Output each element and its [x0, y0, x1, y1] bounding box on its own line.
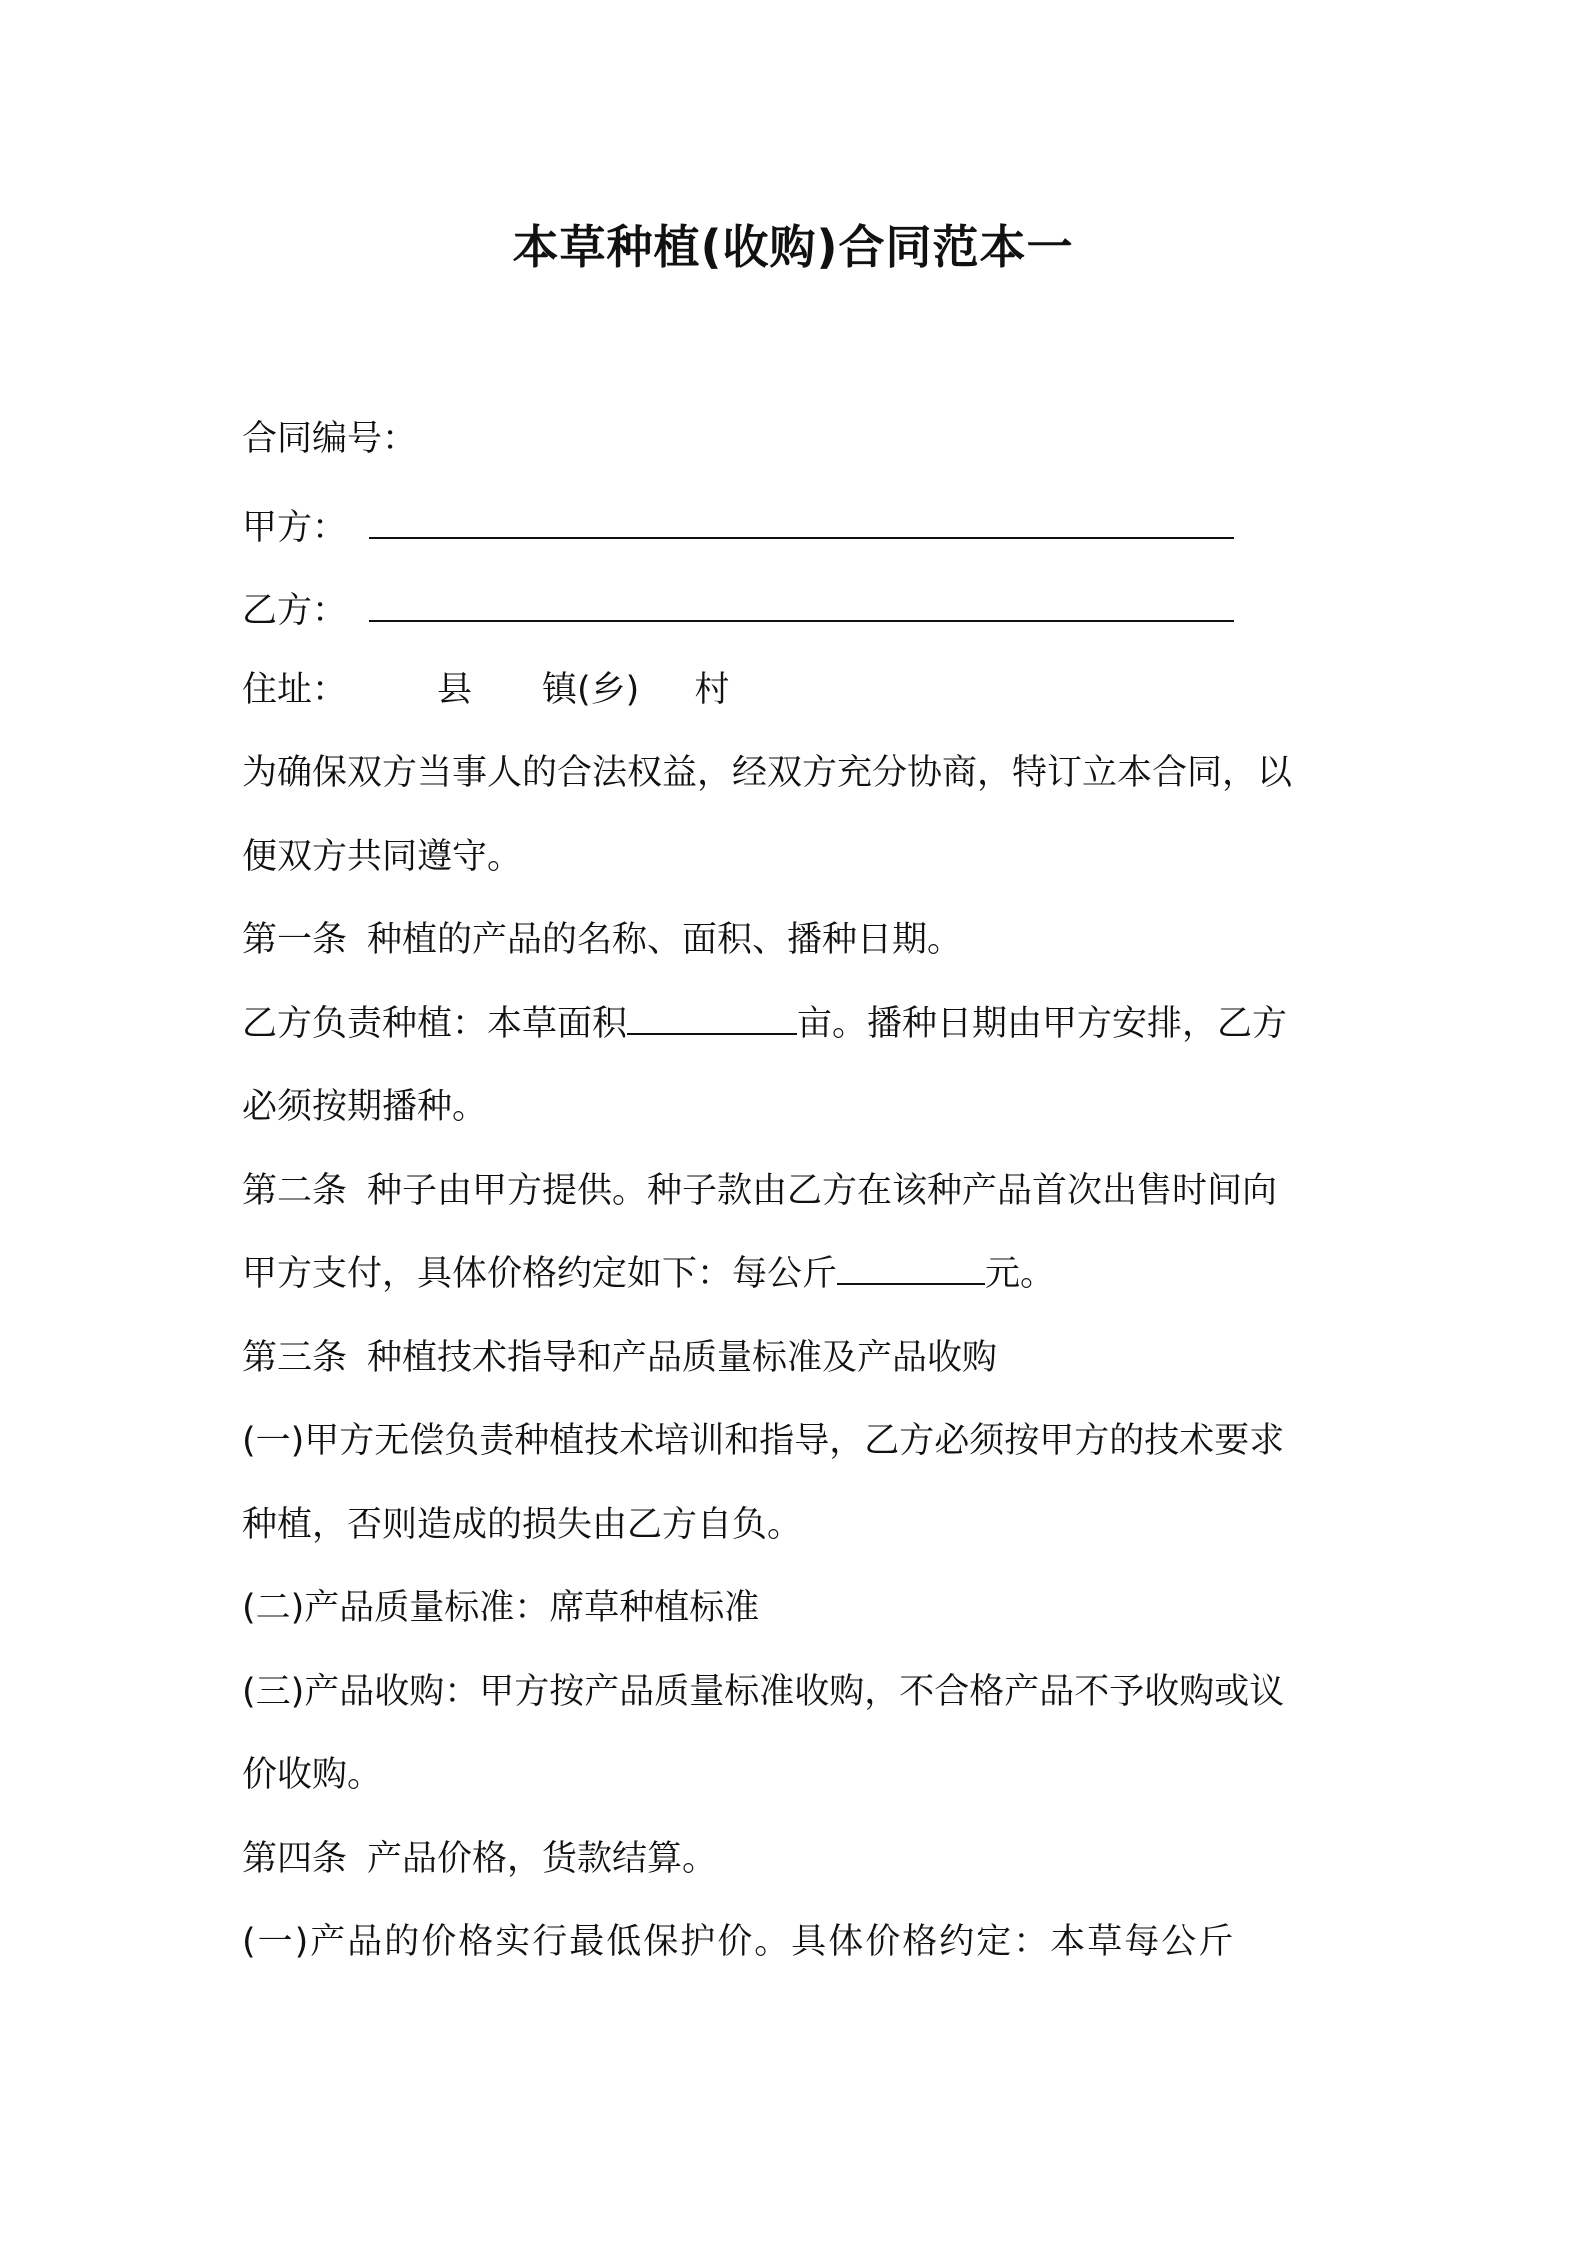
- article-3-item-3-line-2: 价收购。: [242, 1755, 383, 1795]
- article-1-line-1: [242, 996, 1287, 1052]
- article-1-title: 种植的产品的名称、面积、播种日期。: [367, 920, 963, 960]
- article-2-line-2: [242, 1246, 1055, 1302]
- party-b-line: [242, 583, 1234, 639]
- address-label: 住址：: [242, 670, 348, 710]
- article-2-line-1: [242, 1163, 1277, 1219]
- article-3-label: 第三条: [242, 1338, 348, 1378]
- article-3-item-2: (二)产品质量标准：席草种植标准: [242, 1588, 760, 1628]
- article-3-heading: [242, 1330, 997, 1386]
- article-1-line-2: 必须按期播种。: [242, 1087, 488, 1127]
- contract-number-line: [242, 411, 417, 467]
- party-a-label: 甲方：: [242, 508, 348, 548]
- article-3-item-1-line-1: (一)甲方无偿负责种植技术培训和指导，乙方必须按甲方的技术要求: [242, 1421, 1285, 1461]
- article-4-title: 产品价格，货款结算。: [367, 1839, 718, 1879]
- seed-price-blank: [837, 1253, 985, 1285]
- party-a-line: [242, 500, 1234, 556]
- address-line: [242, 662, 729, 718]
- article-3-title: 种植技术指导和产品质量标准及产品收购: [367, 1338, 998, 1378]
- article-1-line-1-prefix: 乙方负责种植：本草面积: [242, 1004, 628, 1044]
- party-b-blank: [369, 590, 1234, 622]
- article-4-label: 第四条: [242, 1839, 348, 1879]
- area-blank: [627, 1003, 797, 1035]
- article-2-line-2-suffix: 元。: [985, 1254, 1056, 1294]
- party-a-blank: [369, 507, 1234, 539]
- intro-line-2: 便双方共同遵守。: [242, 837, 523, 877]
- contract-number-label: 合同编号：: [242, 419, 418, 459]
- article-4-item-1-line-1: (一)产品的价格实行最低保护价。具体价格约定：本草每公斤: [242, 1922, 1236, 1962]
- article-1-line-1-suffix: 亩。播种日期由甲方安排，乙方: [797, 1004, 1288, 1044]
- article-2-label: 第二条: [242, 1171, 348, 1211]
- article-4-heading: [242, 1831, 717, 1887]
- address-town: 镇(乡): [542, 670, 640, 710]
- party-b-label: 乙方：: [242, 591, 348, 631]
- document-title: 本草种植(收购)合同范本一: [512, 220, 1074, 274]
- address-county: 县: [437, 670, 473, 710]
- address-village: 村: [694, 670, 730, 710]
- article-1-label: 第一条: [242, 920, 348, 960]
- article-3-item-3-line-1: (三)产品收购：甲方按产品质量标准收购，不合格产品不予收购或议: [242, 1672, 1285, 1712]
- intro-line-1: 为确保双方当事人的合法权益，经双方充分协商，特订立本合同，以: [242, 753, 1293, 793]
- article-1-heading: [242, 912, 962, 968]
- article-2-text: 种子由甲方提供。种子款由乙方在该种产品首次出售时间向: [367, 1171, 1278, 1211]
- article-3-item-1-line-2: 种植，否则造成的损失由乙方自负。: [242, 1505, 803, 1545]
- article-2-line-2-prefix: 甲方支付，具体价格约定如下：每公斤: [242, 1254, 838, 1294]
